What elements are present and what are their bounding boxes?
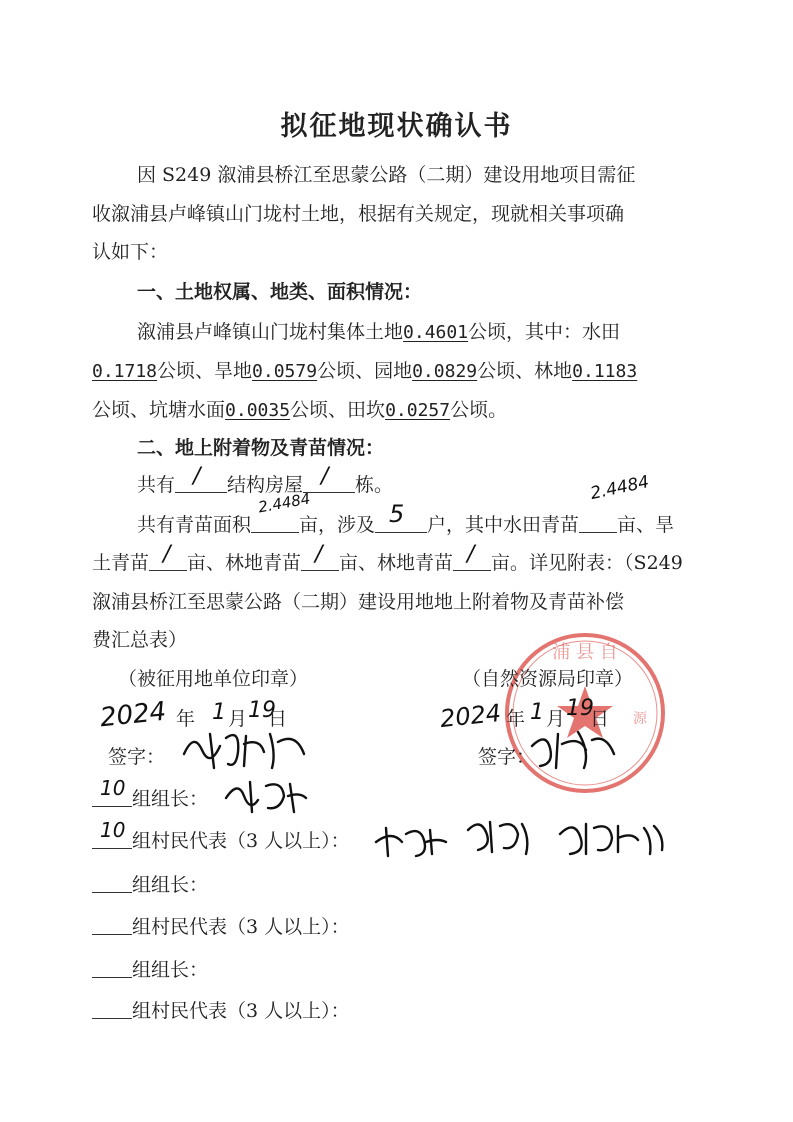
group-reps-row-3: 组村民代表（3 人以上）： bbox=[92, 996, 350, 1023]
dry-land-area: 0.0579 bbox=[252, 361, 318, 382]
total-area: 0.4601 bbox=[403, 322, 469, 343]
left-date-year: 2024 bbox=[98, 696, 168, 734]
intro-line-1: 因 S249 溆浦县桥江至思蒙公路（二期）建设用地项目需征 bbox=[137, 164, 636, 186]
left-date-day: 19 bbox=[248, 698, 276, 723]
rep-signature-2 bbox=[464, 812, 534, 858]
paddy-seedling-blank bbox=[579, 514, 617, 533]
left-date-month: 1 bbox=[212, 700, 226, 725]
section-2-line-5: 费汇总表） bbox=[92, 629, 188, 651]
intro-line-3: 认如下： bbox=[92, 241, 169, 263]
right-signature bbox=[528, 726, 618, 772]
ridge-area: 0.0257 bbox=[385, 400, 451, 421]
pond-area: 0.0035 bbox=[225, 400, 291, 421]
forest-seedling-blank-1: / bbox=[301, 552, 339, 571]
forest-seedling-blank-2: / bbox=[453, 552, 491, 571]
intro-line-2: 收溆浦县卢峰镇山门垅村土地，根据有关规定，现就相关事项确 bbox=[92, 203, 625, 225]
seedling-area-blank bbox=[251, 514, 299, 533]
right-seal-label: （自然资源局印章） bbox=[462, 668, 634, 690]
right-date-month: 1 bbox=[530, 700, 544, 725]
left-seal-label: （被征用地单位印章） bbox=[118, 668, 309, 690]
svg-text:源: 源 bbox=[633, 711, 647, 727]
section-1-heading: 一、土地权属、地类、面积情况： bbox=[137, 281, 423, 303]
right-sign-label: 签字： bbox=[478, 746, 536, 768]
svg-text:浦 县 自: 浦 县 自 bbox=[552, 642, 618, 663]
section-1-line-2: 0.1718公顷、旱地0.0579公顷、园地0.0829公顷、林地0.1183 bbox=[92, 360, 638, 382]
paddy-area: 0.1718 bbox=[92, 361, 158, 382]
garden-area: 0.0829 bbox=[412, 361, 478, 382]
households-blank: 5 bbox=[375, 514, 427, 533]
right-date-day: 19 bbox=[566, 696, 594, 721]
handwritten-area-2: 2.4484 bbox=[588, 472, 651, 504]
group-reps-row-1: 10 组村民代表（3 人以上）： bbox=[92, 826, 350, 853]
group-leader-row-3: 组组长： bbox=[92, 955, 208, 982]
section-2-line-3: 土青苗 / 亩、林地青苗 / 亩、林地青苗 / 亩。详见附表：（S249 bbox=[92, 542, 683, 574]
group-leader-signature-1 bbox=[222, 774, 308, 816]
section-1-line-3: 公顷、坑塘水面0.0035公顷、田坎0.0257公顷。 bbox=[92, 399, 508, 421]
rep-signature-3 bbox=[556, 814, 668, 860]
section-2-line-4: 溆浦县桥江至思蒙公路（二期）建设用地地上附着物及青苗补偿 bbox=[92, 591, 625, 613]
section-2-heading: 二、地上附着物及青苗情况： bbox=[137, 437, 385, 459]
section-2-line-1: 共有 / 结构房屋 / 栋。 bbox=[137, 464, 394, 496]
left-sign-label: 签字： bbox=[108, 746, 166, 768]
left-signature bbox=[180, 724, 310, 774]
group-reps-row-2: 组村民代表（3 人以上）： bbox=[92, 912, 350, 939]
right-date-year: 2024 bbox=[438, 698, 503, 734]
structure-blank: / bbox=[175, 474, 227, 493]
document-title: 拟征地现状确认书 bbox=[280, 111, 513, 142]
section-2-line-2: 共有青苗面积 亩，涉及 5 户，其中水田青苗 亩、旱 bbox=[137, 500, 675, 536]
handwritten-area-1: 2.4484 bbox=[256, 489, 312, 517]
rep-signature-1 bbox=[372, 820, 450, 862]
group-leader-row-2: 组组长： bbox=[92, 870, 208, 897]
dry-seedling-blank: / bbox=[149, 552, 187, 571]
building-count-blank: / bbox=[303, 474, 355, 493]
group-leader-row-1: 10 组组长： bbox=[92, 784, 208, 811]
section-1-line-1: 溆浦县卢峰镇山门垅村集体土地0.4601公顷，其中：水田 bbox=[137, 321, 621, 343]
forest-area: 0.1183 bbox=[572, 361, 638, 382]
